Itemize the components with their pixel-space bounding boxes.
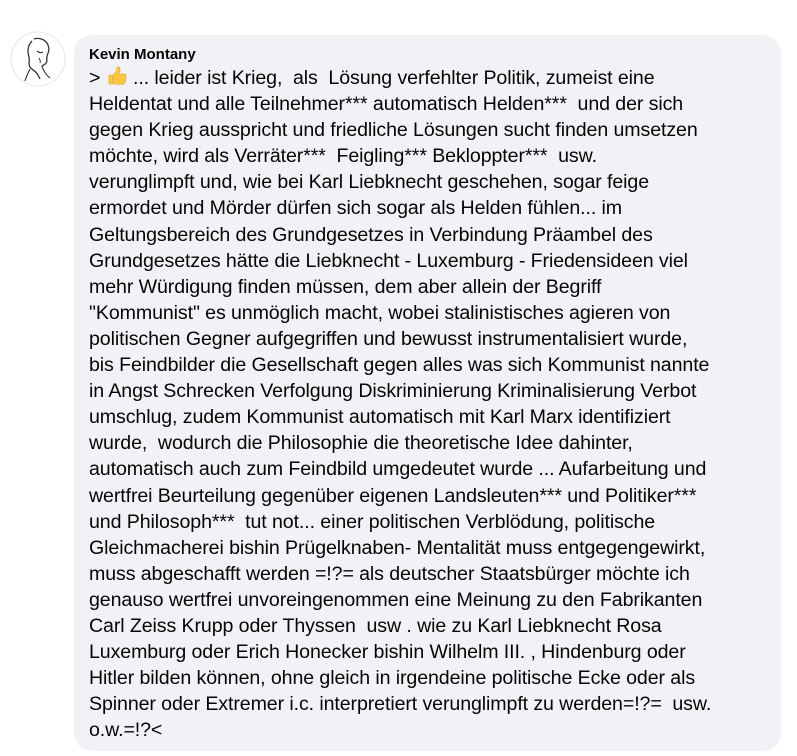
comment-bubble: [74, 35, 781, 751]
comment-body: ... leider ist Krieg, als Lösung verfehlter Politik, zumeist eine Heldentat und alle Teilnehmer*** automatisch Helden*** und der sich gegen Krieg ausspricht und friedliche Lösungen sucht finden umsetzen möchte, wird als Verräter*** Feigling*** Bekloppter*** usw. verunglimpft und, wie bei Karl Liebknecht geschehen, sogar feige ermordet und Mörder dürfen sich sogar als Helden fühlen... im Geltungsbereich des Grundgesetzes in Verbindung Präambel des Grundgesetzes hätte die Liebknecht - Luxemburg - Friedensideen viel mehr Würdigung finden müssen, dem aber allein der Begriff "Kommunist" es unmöglich macht, wobei stalinistisches agieren von politischen Gegner aufgegriffen und bewusst instrumentalisiert wurde, bis Feindbilder die Gesellschaft gegen alles was sich Kommunist nannte in Angst Schrecken Verfolgung Diskriminierung Kriminalisierung Verbot umschlug, zudem Kommunist automatisch mit Karl Marx identifiziert wurde, wodurch die Philosophie die theoretische Idee dahinter, automatisch auch zum Feindbild umgedeutet wurde ... Aufarbeitung und wertfrei Beurteilung gegenüber eigenen Landsleuten*** und Politiker*** und Philosoph*** tut not... einer politischen Verblödung, politische Gleichmacherei bishin Prügelknaben- Mentalität muss entgegengewirkt, muss abgeschafft werden =!?= als deutscher Staatsbürger möchte ich genauso wertfrei unvoreingenommen eine Meinung zu den Fabrikanten Carl Zeiss Krupp oder Thyssen usw . wie zu Karl Liebknecht Rosa Luxemburg oder Erich Honecker bishin Wilhelm III. , Hindenburg oder Hitler bilden können, ohne gleich in irgendeine politische Ecke oder als Spinner oder Extremer i.c. interpretiert verunglimpft zu werden=!?= usw. o.w.=!?<: [89, 67, 712, 742]
avatar[interactable]: [10, 31, 66, 87]
thumbs-up-icon: [106, 65, 128, 87]
quote-prefix: >: [89, 67, 106, 89]
comment-text: [89, 65, 769, 743]
comment-author[interactable]: Kevin Montany: [89, 46, 196, 63]
sketch-face-avatar-icon: [10, 31, 66, 87]
